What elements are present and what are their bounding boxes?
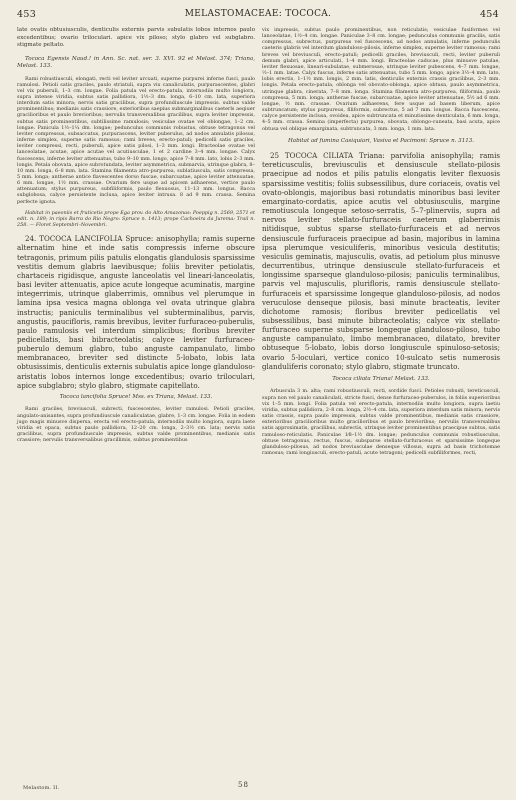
synonymy-citation: Tococa Egensis Naud.! in Ann. Sc. nat. ser. 3. XVI. 92 et Melast. 374; Triana, Melast. 133. bbox=[17, 55, 255, 69]
page-number-right: 454 bbox=[479, 9, 499, 20]
synonymy-citation-25: Tococa ciliata Triana! Melast. 133. bbox=[332, 375, 430, 382]
species-description: Rami robustiusculi, elongati, recti vel leviter arcuati, superne purpurei inferne fusci, paulo ramulosi. Petioli satis graciles, paulo striatuli, supra vix canaliculatis, purpurascentes, glabri vel vix puberuli, 1–3 cm. longae. Folia patula vel erecto-patula, internodiis multo longiora, supra intense viridia, subtus satis pallidiora, 1½–3 dm. longa, 6–10 cm. lata, superiora interdum satis minora; nervis satis gracilibus, supra profundiuscule impressis. subtus valde prominentibus; medianis satis crassiore, exterioribus saepius submarginalibus caeterls aeqiuer gracilioribus et paulo brevioribus; nervulis transversalibus gracilibus, supra leviter impressis, subtus satis prominentibus, subtilissime ramulosis; vesiculae ovatae vel oblongae, 1–2 cm. longae. Panicula 1½–1¼ dm. longae; pedunculus communis robustus, obtuse tetragonus vel leviter compressus, subsaccatus, purpurascens, leviter puberulus, ad nodos annulatis pilosus, inferne simplex, superne satis ramosus; rami breves, erecto-patuli; pedicelli satis graciles, leviter compressi, recti, puberuli, apice satis pilosi, 1–3 mm. longi. Bracteolae ovatae vel lanceolatae, acutae, apice acutae vel acutiusculae, 1 et 2 cardine 3–4 mm. longae. Calyx fuscescens, inferne leviter attenuatus, tubo 9–10 mm. longo, apice 7–8 mm. lato, lobis 2–3 mm. longis. Petala obovata, apice subrotundata, leviter asymmetrica, submarvia, utrinque glabra, 8–10 mm. longa, 6–8 mm. lata. Stamina filamenta atro-purpurea, sublatiuscula, satis compressa, 5 mm. longa; antherae antice flavescentes dorso fuscae, subarcuatae, apice leviter attenuatae, 6 mm. longae, 1½ mm. crassae. Ovarium fere usque ad apicem adhaerens, vertice paulo attenuatum; stylus purpureus, subfiliformis, paulo flexuosus, 11–13 mm. longus. Bacca subglobosa, calyce persistente inclusa, apice leviter intrusa. 8 ad 9 mm. crassa. Semina perfecte ignota. bbox=[17, 75, 255, 205]
page-number-left: 453 bbox=[17, 9, 37, 20]
left-column bbox=[17, 27, 255, 443]
synonymy-citation-24: Tococa lancifolia Spruce! Mss. ex Triana, Melast. 133. bbox=[59, 393, 213, 400]
habitat-note-24: Habitat ad fumina Casiquiari, Vasiva et Pacimoni: Spruce n. 3113. bbox=[287, 137, 475, 144]
continued-description: vix impressis, subtus paulo prominentibus, non reticulatis; vesiculae fusiformes vel lanceolatae, 1½–4 cm. longae. Paniculae 3–8 cm. longae; pedunculus communis gracilis, satis compressus, subrectus, purpureus vel fuscescens, ad nodos annulatis, inferne pedunculis caeteris glabris vel interdum glanduloso-pilosis, inferne simplex, superne leviter ramosus; rami breves vel breviusculi, erecto-patuli; pedicelli graciles, breviusculi, recti, leviter puberuli demum glabri, apice articulati, 1–4 mm. longi. Bracteolae caducae, plus minusve patulae, leviter flexuosae, lineari-subulatae, submerosae, utrinque leviter pubescens, 4–7 mm. longae, ½–1 mm. latae. Calyx fuscus, inferne satis attenuatus, tubo 5 mm. longo, apice 3½–4 mm. lato, lobis erectis, 1–1½ mm. longis, 2 mm. latis, denticulis externis crassis gracilibus, 2–3 mm. longis. Petala erecto-patula, oblonga vel obovato-oblonga, apice obtusa, paulo asymmetrica, utrinque glabra, cinerata, 7–8 mm. longa. Stamina filamenta atro-purpurea, filiformia, paulo compressa, 5 mm. longa; antherae fuscae, subarcuatae, apice leviter attenuatae, 5½ ad 6 mm. longae, ½ mm. crassae. Ovarium adhaerens, fere usque ad basem liberum, apice subtruncatum; stylus purpureus, filiformis, subrectus, 5 ad 7 mm. longus. Bacca fuscescens, calyce persistente inclusa, ovoidea, apice subtruncata et minutissime denticulata, 6 mm. longa, 4–5 mm. crassa. Semina (imperfecta) purpurea, obovata, oblongo-cuneata, basi acuta, apice obtusa vel oblique emarginata, subtruncata, 3 mm. longa, 1 mm. lata. bbox=[262, 27, 500, 132]
species-diagnosis-25: 25 TOCOCA CILIATA Triana: parvifolia anisophylla; ramis tereticusculis, breviusculis et densiuscule stellato-pilosis praecipue ad nodos et pilis patulis elongatis leviter flexuosis sparsissime vestitis; foliis subsessilibus, dure coriaceis, ovatis vel ovato-oblongis, majoribus basi rotundatis minoribus basi leviter emarginato-cordatis, apice acutis vel obtusiusculis, margine remotiuscula longeque setoso-serratis, 5–7-plinerviis, supra ad nervos leviter stellato-furfuraceis caeterum glaberrimis nitidisque, subtus sparse stellato-furfuraceis et ad nervos densiuscule furfuraceis praecipue ad basin, majoribus in lamina ipsa plerumque vesiculiferis, minoribus vesicula destitutis; vesiculis geminatis, majusculis, ovatis, ad petiolum plus minusve decurrentibus, utrinque densiuscule stellato-furfuraceis et longissime sparseque glanduloso-pilosis; paniculis terminalibus, parvis vel majusculis, plurifloris, ramis densiuscule stellato-furfuraceis et sparsissime longeque glanduloso-pilosis, ad nodos veruculose denseque pilosis, basi minute bracteatis, leviter dichotome ramosis; floribus breviter pedicellatis vel subsessilibus, basi minute bibracteolatis; calyce vix stellato-furfuraceo superne subsparse longeque glanduloso-piloso, tubo anguste campanulato, limbo membranaceo, dilatato, breviter obtuseque 5-lobato, lobis dorso longiuscule spinuloso-setosis; ovario 5-loculari, vertice conico 10-sulcato setis numerosis glanduliferis coronato; stylo glabro, stigmate truncato. bbox=[262, 151, 500, 371]
habitat-note: Habitat in paeoniis et fruticetis prope Ega prov. do Alto Amazonas: Poeppig n. 2569, 2571 et edit. n. 189; in ripis Barra do Rio Negro: Spruce n. 1413; prope Cachoeira da Jurema: Trail n. 258. — Floret Septembri–Novembri. bbox=[17, 209, 255, 229]
running-title: MELASTOMACEAE: TOCOCA. bbox=[184, 9, 332, 19]
species-diagnosis-24: 24. TOCOCA LANCIFOLIA Spruce: anisophylla; ramis superne alternatim hine et inde satis compressis inferne obscure tetragonis, primum pilis patulis elongatis glandulosis sparsissime vestitis demum glabris laevibusque; foliis breviter petiolatis, chartaceis rigidisque, anguste lanceolatis vel lineari-lanceolatis, basi leviter attenuatis, apice acute longeque acuminatis, margine integerrimis, utrinque glaberrimis, omnibus vel plerumque in lamina ipsa vesica magna oblonga vel ovata utrinque glabra instructis; paniculis terminalibus vel subterminalibus, parvis, angustis, paucifloris, ramis brevibus, leviter furfuraceo-puberulis, paulo ramulosis vel interdum simplicibus; floribus breviter pedicellatis, basi bibracteolatis; calyce leviter furfuraceo-puberulo demum glabro, tubo anguste campanulato, limbo membranaceo, breviter sed distincte 5-lobato, lobis lata obtusissimis, denticulis externis subulatis apice longe glanduloso-aristatis lobos internos longe excedentibus; ovario triloculari, apice subglabro; stylo glabro, stigmate capitellato. bbox=[17, 234, 255, 390]
continued-diagnosis: late ovatis obtusiusculis, denticulis externis parvis subulatis lobos internos paulo excedentibus; ovario triloculari. apice vix piloso; stylo glabro vel subglabro. stigmate peltato. bbox=[17, 27, 255, 48]
sheet-number: 58 bbox=[238, 781, 249, 789]
running-header bbox=[17, 9, 499, 21]
signature-imprint: Melastom. II. bbox=[23, 785, 60, 791]
species-description-25: Arbuscula 3 m. alta; rami robustiusculi, recti, sordide fusci. Petioles robusti, tereticusculi, supra non vel paulo canaliculati, stricte fusci, dense furfuraceo-puberulos, in foliis superioribus vix 1–5 mm. longi. Folia patula vel erecto-patula, internodiis multo longiora, supra laetiu viridia, subtus pallidiora, 2–8 cm. longa, 2½–4 cm. lata, superiora interdum satis minora; nervis satis crassis, supra paulo impressis, subtus valde prominentibus, medianis satis crassiore, exterioribus gracilioribus multo gracilioribus et paulo brevioribus; nervulis transversalibus satis approximatis, gracilibus, subrectis, utrinque leviter prominentibus praecipue subtus, satis ramuloso-reticulatis. Paniculae 1⁄8–1½ dm. longae; pedunculus communis robustiusculus, obtuse tetragonus, rectus, fuscus, subsparse stellato-furfuraceus et sparsissime longeque glanduloso-pilosus, ad nodos breviusculae denseque villosus, supra ad basis trichotomae ramosus; rami longiusculi, erecto-patuli, acute tetragoni; pedicelli subfiliformes, recti, bbox=[262, 388, 500, 456]
species-description-24: Rami graciles, breviusculi, subrecti, fuscescentes, leviter ramulosi. Petioli graciles, angulato-anisantes, supra profundiuscule canaliculatae, glabre, 1–3 cm. longae. Folia in eodem jugo magis minusve dispersa, erecta vel erecto-patula, internodiis multo longiora, supra laete viridia et opaca, subtus paulo pallidiora, 12–20 cm. longa, 2–3½ cm. lata; nervis satis gracilibus, supra profundiuscule impressis, subtus valde prominentibus, medianis satis crassiore; nervulis transversalibus gracillimis, subtus prominentibus bbox=[17, 406, 255, 444]
right-column bbox=[262, 27, 500, 456]
